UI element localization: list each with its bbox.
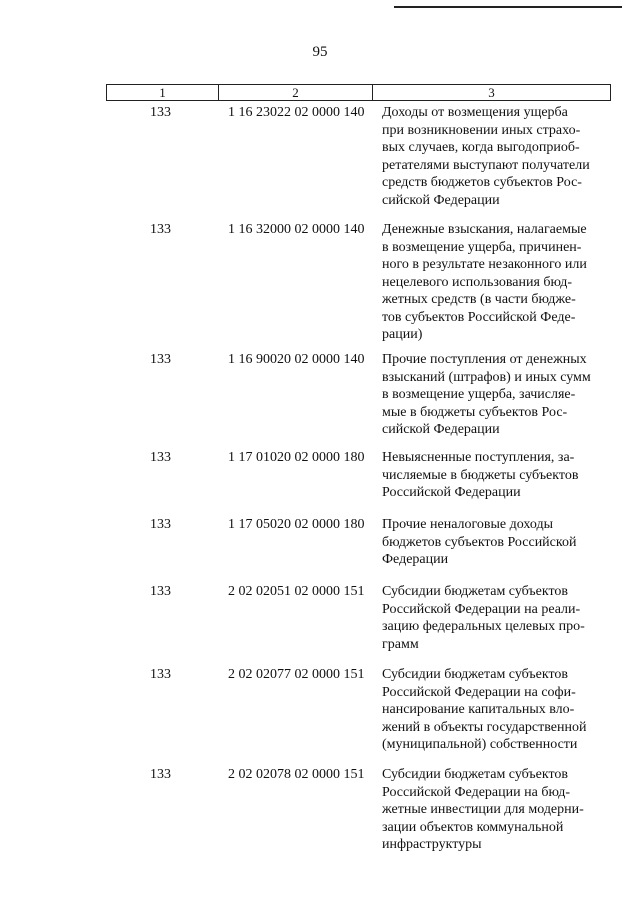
description-line: Субсидии бюджетам субъектов [382,667,569,682]
budget-code-cell: 1 17 05020 02 0000 180 [228,517,365,532]
description-line: зации объектов коммунальной [382,819,564,835]
description-line: Субсидии бюджетам субъектов [382,767,569,782]
description-line: ретателями выступают получатели [382,157,590,173]
description-line: нансирование капитальных вло- [382,702,575,717]
description-line: мые в бюджеты субъектов Рос- [382,404,568,420]
description-line: нецелевого использования бюд- [382,274,573,290]
admin-code-cell: 133 [150,767,171,782]
description-line: бюджетов субъектов Российской [382,534,577,550]
page-number: 95 [312,44,328,60]
description-line: Российской Федерации на бюд- [382,784,570,800]
description-line: Доходы от возмещения ущерба [382,105,568,120]
budget-code-cell: 1 16 23022 02 0000 140 [228,105,365,120]
description-line: Российской Федерации на софи- [382,684,576,700]
description-line: Денежные взыскания, налагаемые [382,222,587,237]
admin-code-cell: 133 [150,667,171,682]
description-line: в возмещение ущерба, зачисляе- [382,387,576,402]
description-line: средств бюджетов субъектов Рос- [382,175,582,190]
description-line: Субсидии бюджетам субъектов [382,584,569,599]
description-line: жетных средств (в части бюдже- [382,292,576,307]
description-line: сийской Федерации [382,422,500,437]
description-line: Невыясненные поступления, за- [382,450,575,465]
budget-code-cell: 2 02 02078 02 0000 151 [228,767,365,782]
description-line: грамм [382,636,419,652]
description-cell [382,449,612,502]
description-line: вых случаев, когда выгодоприоб- [382,140,580,155]
description-cell [382,104,612,209]
header-col-1: 1 [107,85,219,100]
admin-code-cell: 133 [150,517,171,532]
description-cell [382,666,612,754]
description-cell [382,516,612,569]
description-line: в возмещение ущерба, причинен- [382,239,582,255]
description-line: Российской Федерации на реали- [382,601,581,617]
admin-code-cell: 133 [150,450,171,465]
budget-code-cell: 1 16 32000 02 0000 140 [228,222,365,237]
admin-code-cell: 133 [150,584,171,599]
description-line: рации) [382,327,423,342]
description-line: Прочие поступления от денежных [382,352,587,367]
description-line: взысканий (штрафов) и иных сумм [382,369,591,385]
description-line: Федерации [382,552,449,567]
description-line: Российской Федерации [382,485,521,500]
header-col-2: 2 [219,85,373,100]
description-cell [382,583,612,653]
description-cell [382,221,612,344]
description-line: числяемые в бюджеты субъектов [382,467,579,483]
description-line: инфраструктуры [382,837,482,852]
description-line: ного в результате незаконного или [382,257,587,272]
description-line: при возникновении иных страхо- [382,122,581,138]
top-rule [394,6,622,8]
description-cell [382,766,612,854]
budget-code-cell: 2 02 02051 02 0000 151 [228,584,365,599]
description-line: (муниципальной) собственности [382,737,578,752]
admin-code-cell: 133 [150,352,171,367]
header-col-3: 3 [488,85,495,100]
budget-code-cell: 2 02 02077 02 0000 151 [228,667,365,682]
description-line: жетные инвестиции для модерни- [382,802,584,817]
budget-code-cell: 1 16 90020 02 0000 140 [228,352,365,367]
budget-code-cell: 1 17 01020 02 0000 180 [228,450,365,465]
description-line: тов субъектов Российской Феде- [382,309,576,325]
description-line: Прочие неналоговые доходы [382,517,554,532]
description-line: зацию федеральных целевых про- [382,619,585,634]
admin-code-cell: 133 [150,105,171,120]
description-line: жений в объекты государственной [382,719,587,735]
table-header [106,84,611,101]
description-line: сийской Федерации [382,192,500,208]
description-cell [382,351,612,439]
admin-code-cell: 133 [150,222,171,237]
